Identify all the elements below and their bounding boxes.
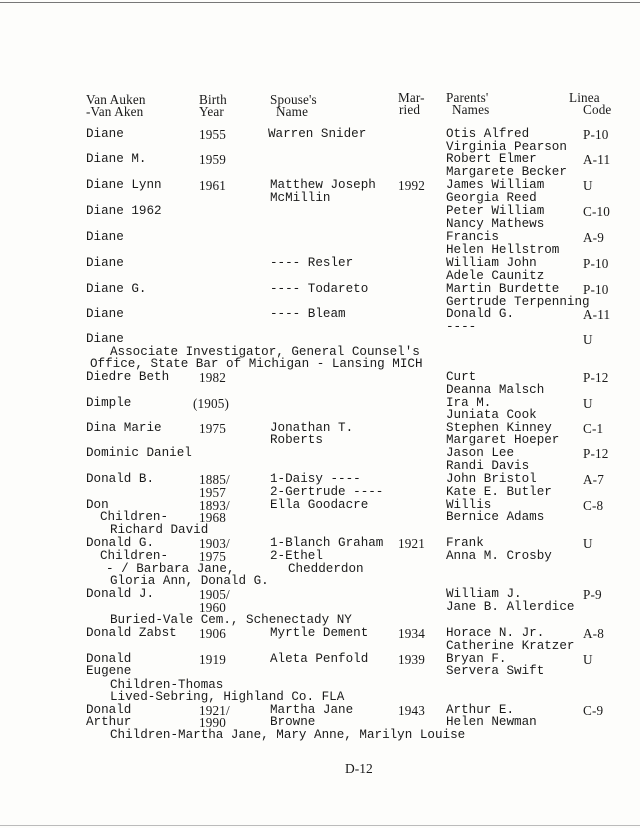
top-edge-line bbox=[0, 2, 640, 3]
entry-birth: 1982 bbox=[199, 370, 226, 385]
entry-code: C-9 bbox=[583, 703, 604, 718]
entry-spouse: ---- Todareto bbox=[270, 282, 369, 296]
entry-name: Diane bbox=[86, 307, 124, 321]
entry-spouse: Martha Jane bbox=[270, 703, 354, 717]
entry-note: Gloria Ann, Donald G. bbox=[110, 574, 269, 588]
entry-parents: Helen Hellstrom bbox=[446, 243, 560, 257]
page-number: D-12 bbox=[345, 761, 373, 776]
header-married-line2: ried bbox=[399, 102, 421, 117]
entry-code: U bbox=[583, 652, 593, 667]
entry-sub: - / Barbara Jane, bbox=[106, 562, 235, 576]
entry-name: Donald Zabst bbox=[86, 626, 177, 640]
entry-married: 1934 bbox=[398, 626, 425, 641]
entry-spouse: Warren Snider bbox=[268, 127, 367, 141]
entry-name: Diane G. bbox=[86, 282, 147, 296]
entry-code: C-8 bbox=[583, 498, 604, 513]
entry-parents: Jason Lee bbox=[446, 446, 515, 460]
entry-parents: Anna M. Crosby bbox=[446, 549, 552, 563]
entry-sub: Children- bbox=[100, 510, 169, 524]
entry-married: 1992 bbox=[398, 178, 425, 193]
entry-sub: Children- bbox=[100, 549, 169, 563]
entry-parents: Helen Newman bbox=[446, 715, 537, 729]
entry-code: A-7 bbox=[583, 472, 604, 487]
entry-spouse: 2-Ethel bbox=[270, 549, 323, 563]
entry-name: Diane bbox=[86, 127, 124, 141]
entry-code: A-8 bbox=[583, 626, 604, 641]
entry-parents: Willis bbox=[446, 498, 492, 512]
bottom-edge-line bbox=[0, 825, 640, 826]
entry-parents: Margaret Hoeper bbox=[446, 433, 560, 447]
entry-parents: Peter William bbox=[446, 204, 545, 218]
entry-name: Diedre Beth bbox=[86, 370, 170, 384]
entry-parents: Georgia Reed bbox=[446, 191, 537, 205]
entry-spouse: 2-Gertrude ---- bbox=[270, 485, 384, 499]
entry-parents: Robert Elmer bbox=[446, 152, 537, 166]
entry-name: Eugene bbox=[86, 664, 132, 678]
entry-spouse: Ella Goodacre bbox=[270, 498, 369, 512]
entry-parents: Otis Alfred bbox=[446, 127, 530, 141]
entry-spouse: Matthew Joseph bbox=[270, 178, 376, 192]
entry-parents: Jane B. Allerdice bbox=[446, 600, 575, 614]
entry-parents: Kate E. Butler bbox=[446, 485, 552, 499]
header-birth-line1: Birth bbox=[199, 92, 227, 107]
entry-birth: 1893/ bbox=[199, 498, 230, 513]
entry-code: A-11 bbox=[583, 307, 611, 322]
entry-parents: John Bristol bbox=[446, 472, 537, 486]
entry-note: Associate Investigator, General Counsel's bbox=[110, 345, 420, 359]
entry-code: U bbox=[583, 536, 593, 551]
entry-code: U bbox=[583, 332, 593, 347]
entry-birth: 1955 bbox=[199, 127, 226, 142]
entry-parents: William John bbox=[446, 256, 537, 270]
entry-name: Donald B. bbox=[86, 472, 155, 486]
header-spouse-line2: Name bbox=[276, 104, 309, 119]
entry-parents: Servera Swift bbox=[446, 664, 545, 678]
entry-married: 1921 bbox=[398, 536, 425, 551]
entry-parents: Arthur E. bbox=[446, 703, 515, 717]
entry-birth: 1905/ bbox=[199, 587, 230, 602]
entry-birth: 1957 bbox=[199, 485, 226, 500]
entry-parents: Ira M. bbox=[446, 396, 492, 410]
entry-spouse: McMillin bbox=[270, 191, 331, 205]
entry-birth: 1919 bbox=[199, 652, 226, 667]
entry-birth: 1990 bbox=[199, 715, 226, 730]
entry-name: Diane bbox=[86, 230, 124, 244]
entry-spouse: Aleta Penfold bbox=[270, 652, 369, 666]
entry-birth: (1905) bbox=[193, 396, 230, 411]
entry-name: Donald G. bbox=[86, 536, 155, 550]
entry-birth: 1975 bbox=[199, 549, 226, 564]
entry-parents: James William bbox=[446, 178, 545, 192]
entry-code: U bbox=[583, 178, 593, 193]
entry-birth: 1959 bbox=[199, 152, 226, 167]
entry-spouse: Myrtle Dement bbox=[270, 626, 369, 640]
entry-spouse: 1-Daisy ---- bbox=[270, 472, 361, 486]
entry-parents: Virginia Pearson bbox=[446, 140, 567, 154]
entry-parents: William J. bbox=[446, 587, 522, 601]
entry-name: Diane bbox=[86, 332, 124, 346]
entry-note: Office, State Bar of Michigan - Lansing MICH bbox=[90, 357, 423, 371]
header-parents-line1: Parents' bbox=[446, 90, 489, 105]
entry-code: P-9 bbox=[583, 587, 602, 602]
entry-name: Dina Marie bbox=[86, 421, 162, 435]
header-spouse-line1: Spouse's bbox=[270, 92, 317, 107]
entry-birth: 1903/ bbox=[199, 536, 230, 551]
entry-parents: Bernice Adams bbox=[446, 510, 545, 524]
entry-spouse: 1-Blanch Graham bbox=[270, 536, 384, 550]
entry-birth: 1960 bbox=[199, 600, 226, 615]
entry-birth: 1921/ bbox=[199, 703, 230, 718]
entry-code: A-11 bbox=[583, 152, 611, 167]
entry-parents: ---- bbox=[446, 320, 477, 334]
entry-parents: Margarete Becker bbox=[446, 165, 567, 179]
entry-name: Arthur bbox=[86, 715, 132, 729]
entry-code: P-12 bbox=[583, 446, 609, 461]
entry-parents: Frank bbox=[446, 536, 484, 550]
entry-name: Dimple bbox=[86, 396, 132, 410]
entry-spouse: Jonathan T. bbox=[270, 421, 354, 435]
entry-birth: 1968 bbox=[199, 510, 226, 525]
entry-birth: 1906 bbox=[199, 626, 226, 641]
entry-spouse: ---- Resler bbox=[270, 256, 354, 270]
entry-parents: Donald G. bbox=[446, 307, 515, 321]
entry-spouse: Roberts bbox=[270, 433, 323, 447]
header-name-line2: -Van Aken bbox=[86, 104, 144, 119]
entry-name: Diane M. bbox=[86, 152, 147, 166]
entry-parents: Martin Burdette bbox=[446, 282, 560, 296]
entry-note: Children-Martha Jane, Mary Anne, Marilyn Louise bbox=[110, 728, 466, 742]
entry-code: P-12 bbox=[583, 370, 609, 385]
entry-name: Diane bbox=[86, 256, 124, 270]
entry-parents: Bryan F. bbox=[446, 652, 507, 666]
header-code-line2: Code bbox=[583, 102, 612, 117]
entry-code: P-10 bbox=[583, 282, 609, 297]
entry-spouse: ---- Bleam bbox=[270, 307, 346, 321]
entry-spouse2: Chedderdon bbox=[288, 562, 364, 576]
entry-code: C-1 bbox=[583, 421, 604, 436]
entry-birth: 1975 bbox=[199, 421, 226, 436]
entry-name: Donald J. bbox=[86, 587, 155, 601]
entry-married: 1943 bbox=[398, 703, 425, 718]
entry-name: Diane Lynn bbox=[86, 178, 162, 192]
entry-parents: Juniata Cook bbox=[446, 408, 537, 422]
header-name-line1: Van Auken bbox=[86, 92, 146, 107]
entry-code: U bbox=[583, 396, 593, 411]
entry-note: Lived-Sebring, Highland Co. FLA bbox=[110, 690, 345, 704]
entry-code: P-10 bbox=[583, 127, 609, 142]
header-married-line1: Mar- bbox=[398, 90, 425, 105]
entry-parents: Francis bbox=[446, 230, 499, 244]
entry-parents: Curt bbox=[446, 370, 477, 384]
header-code-line1: Linea bbox=[569, 90, 600, 105]
entry-name: Donald bbox=[86, 652, 132, 666]
entry-note: Buried-Vale Cem., Schenectady NY bbox=[110, 613, 352, 627]
entry-parents: Catherine Kratzer bbox=[446, 639, 575, 653]
entry-note: Richard David bbox=[110, 523, 209, 537]
entry-birth: 1961 bbox=[199, 178, 226, 193]
entry-code: A-9 bbox=[583, 230, 604, 245]
entry-name: Dominic Daniel bbox=[86, 446, 192, 460]
entry-parents: Adele Caunitz bbox=[446, 269, 545, 283]
entry-parents: Nancy Mathews bbox=[446, 217, 545, 231]
entry-name: Donald bbox=[86, 703, 132, 717]
entry-parents: Deanna Malsch bbox=[446, 383, 545, 397]
entry-code: C-10 bbox=[583, 204, 610, 219]
entry-note: Children-Thomas bbox=[110, 678, 224, 692]
entry-parents: Randi Davis bbox=[446, 459, 530, 473]
header-birth-line2: Year bbox=[199, 104, 224, 119]
entry-parents: Horace N. Jr. bbox=[446, 626, 545, 640]
entry-birth: 1885/ bbox=[199, 472, 230, 487]
entry-spouse: Browne bbox=[270, 715, 316, 729]
entry-code: P-10 bbox=[583, 256, 609, 271]
entry-name: Don bbox=[86, 498, 109, 512]
entry-parents: Gertrude Terpenning bbox=[446, 295, 590, 309]
entry-parents: Stephen Kinney bbox=[446, 421, 552, 435]
entry-name: Diane 1962 bbox=[86, 204, 162, 218]
header-parents-line2: Names bbox=[452, 102, 490, 117]
entry-married: 1939 bbox=[398, 652, 425, 667]
